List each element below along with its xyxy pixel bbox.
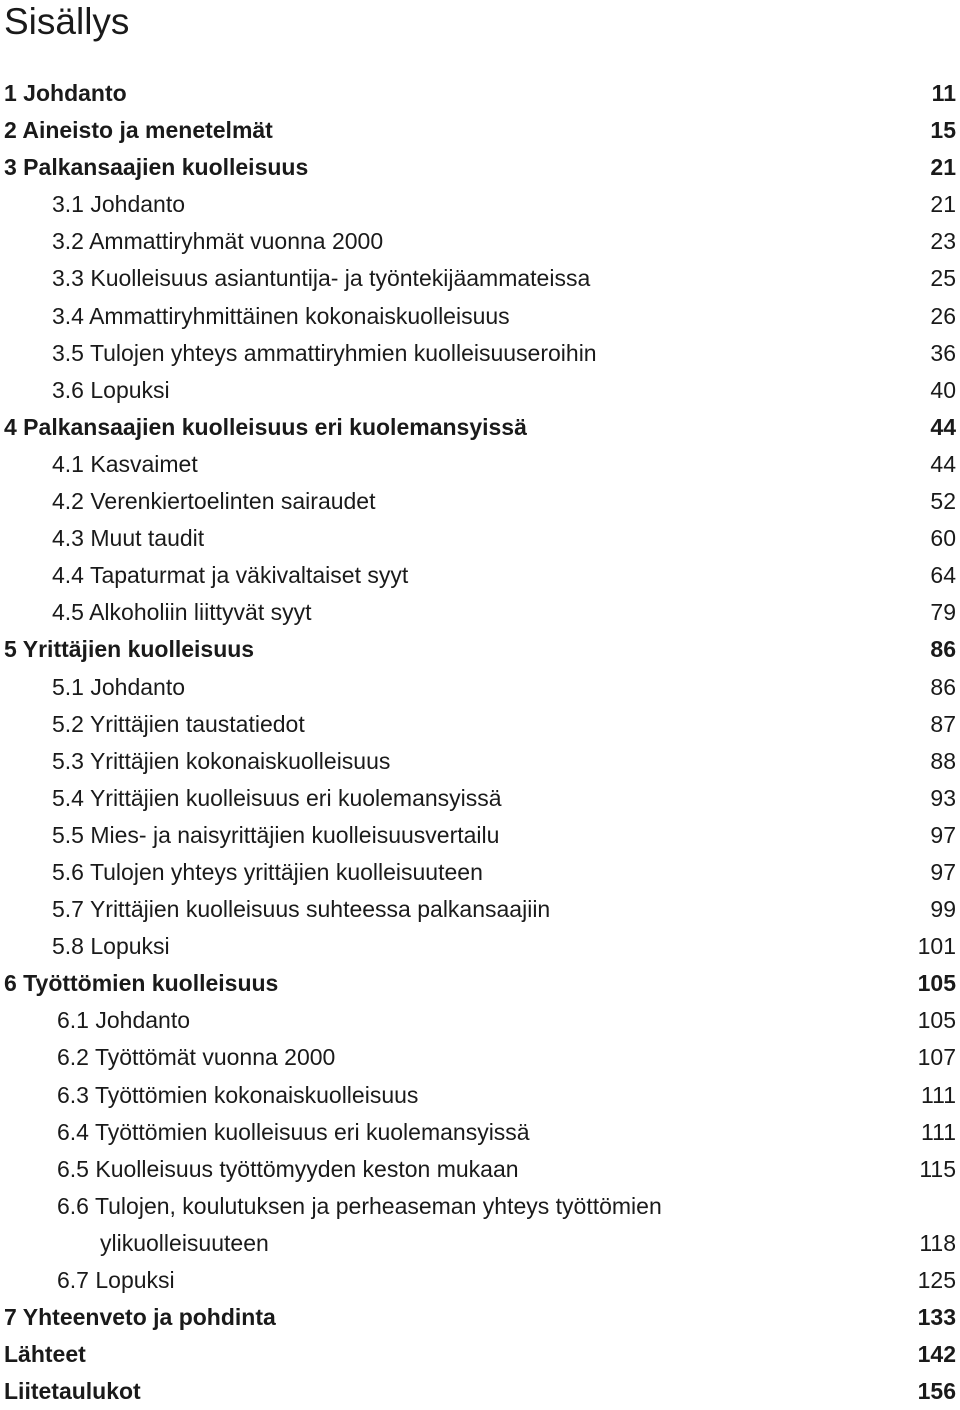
toc-entry-title: 5.4 Yrittäjien kuolleisuus eri kuolemansyissä [52, 784, 502, 811]
toc-entry-title: Liitetaulukot [4, 1378, 141, 1405]
toc-section-entry[interactable] [0, 1114, 960, 1151]
toc-entry-title: 4.5 Alkoholiin liittyvät syyt [52, 599, 312, 626]
toc-entry-page-number: 21 [930, 154, 956, 181]
toc-entry-title: 5.1 Johdanto [52, 673, 186, 700]
toc-chapter-entry[interactable] [0, 1336, 960, 1373]
toc-entry-page-number: 142 [917, 1341, 956, 1368]
toc-entry-title: Lähteet [4, 1341, 86, 1368]
toc-entry-page-number: 15 [930, 117, 956, 144]
toc-section-entry[interactable] [0, 1188, 960, 1225]
toc-section-entry[interactable] [0, 446, 960, 483]
toc-entry-title: 3.5 Tulojen yhteys ammattiryhmien kuolleisuuseroihin [52, 339, 597, 366]
toc-section-entry[interactable] [0, 706, 960, 743]
toc-chapter-entry[interactable] [0, 1373, 960, 1410]
toc-entry-title: 5.6 Tulojen yhteys yrittäjien kuolleisuuteen [52, 858, 483, 885]
toc-entry-title: 6.3 Työttömien kokonaiskuolleisuus [57, 1081, 419, 1108]
toc-section-entry[interactable] [0, 1225, 960, 1262]
toc-entry-page-number: 115 [919, 1155, 956, 1182]
toc-entry-page-number: 52 [930, 488, 956, 515]
toc-entry-title: 1 Johdanto [4, 80, 127, 106]
toc-section-entry[interactable] [0, 891, 960, 928]
toc-section-entry[interactable] [0, 483, 960, 520]
toc-section-entry[interactable] [0, 669, 960, 706]
toc-section-entry[interactable] [0, 223, 960, 260]
toc-entry-title: 5.8 Lopuksi [52, 933, 170, 960]
toc-section-entry[interactable] [0, 372, 960, 409]
toc-entry-title: 4.2 Verenkiertoelinten sairaudet [52, 488, 376, 515]
toc-section-entry[interactable] [0, 743, 960, 780]
toc-section-entry[interactable] [0, 1039, 960, 1076]
toc-section-entry[interactable] [0, 1262, 960, 1299]
toc-entry-page-number: 44 [930, 413, 956, 440]
toc-entry-page-number: 88 [930, 747, 956, 774]
toc-entry-title: 3 Palkansaajien kuolleisuus [4, 154, 309, 181]
toc-entry-page-number: 11 [931, 80, 956, 106]
toc-section-entry[interactable] [0, 186, 960, 223]
toc-chapter-entry[interactable] [0, 965, 960, 1002]
toc-section-entry[interactable] [0, 1151, 960, 1188]
toc-entry-title: 5 Yrittäjien kuolleisuus [4, 636, 255, 663]
toc-entry-page-number: 60 [930, 525, 956, 552]
toc-entry-page-number: 86 [930, 636, 956, 663]
toc-entry-title: 2 Aineisto ja menetelmät [4, 117, 273, 144]
toc-entry-title: 3.4 Ammattiryhmittäinen kokonaiskuolleisuus [52, 302, 510, 329]
toc-entry-title: 6.4 Työttömien kuolleisuus eri kuolemansyissä [57, 1118, 530, 1145]
toc-entry-page-number: 101 [917, 933, 956, 960]
toc-section-entry[interactable] [0, 335, 960, 372]
toc-entry-title: 4.4 Tapaturmat ja väkivaltaiset syyt [52, 562, 409, 589]
toc-entry-page-number: 21 [930, 191, 956, 218]
toc-entry-title: 5.3 Yrittäjien kokonaiskuolleisuus [52, 747, 391, 774]
toc-entry-title: 6.7 Lopuksi [57, 1267, 175, 1293]
toc-entry-page-number: 105 [917, 970, 956, 997]
toc-entry-title: 5.2 Yrittäjien taustatiedot [52, 710, 305, 737]
toc-entry-title: 7 Yhteenveto ja pohdinta [4, 1304, 276, 1331]
toc-entry-title: 6.6 Tulojen, koulutuksen ja perheaseman yhteys työttömien [57, 1192, 662, 1219]
toc-entry-page-number: 44 [930, 450, 956, 477]
table-of-contents [0, 75, 960, 1410]
toc-entry-title: 6 Työttömien kuolleisuus [4, 970, 279, 997]
toc-section-entry[interactable] [0, 520, 960, 557]
toc-entry-page-number: 86 [930, 673, 956, 700]
toc-entry-title: 5.5 Mies- ja naisyrittäjien kuolleisuusvertailu [52, 821, 500, 848]
toc-entry-title: 3.3 Kuolleisuus asiantuntija- ja työntekijäammateissa [52, 265, 591, 292]
toc-entry-page-number: 133 [917, 1304, 956, 1331]
toc-section-entry[interactable] [0, 780, 960, 817]
toc-entry-page-number: 156 [917, 1378, 956, 1405]
toc-entry-page-number: 125 [917, 1267, 956, 1293]
toc-entry-page-number: 111 [921, 1118, 956, 1145]
toc-section-entry[interactable] [0, 928, 960, 965]
toc-entry-page-number: 97 [930, 858, 956, 885]
toc-chapter-entry[interactable] [0, 75, 960, 112]
toc-entry-page-number: 64 [930, 562, 956, 589]
toc-entry-page-number: 23 [930, 228, 956, 255]
toc-entry-title: 3.1 Johdanto [52, 191, 186, 218]
toc-entry-title: 3.2 Ammattiryhmät vuonna 2000 [52, 228, 384, 255]
toc-entry-page-number: 25 [930, 265, 956, 292]
toc-entry-title: 6.1 Johdanto [57, 1007, 191, 1034]
toc-section-entry[interactable] [0, 298, 960, 335]
toc-chapter-entry[interactable] [0, 149, 960, 186]
toc-entry-title: 4.1 Kasvaimet [52, 450, 198, 477]
toc-entry-page-number: 105 [917, 1007, 956, 1034]
toc-entry-title: ylikuolleisuuteen [100, 1229, 269, 1256]
toc-section-entry[interactable] [0, 557, 960, 594]
toc-entry-page-number: 111 [921, 1081, 956, 1108]
toc-entry-page-number: 87 [930, 710, 956, 737]
toc-entry-page-number: 26 [930, 302, 956, 329]
toc-chapter-entry[interactable] [0, 631, 960, 668]
toc-entry-title: 3.6 Lopuksi [52, 376, 170, 403]
toc-entry-page-number: 99 [930, 896, 956, 923]
toc-section-entry[interactable] [0, 1077, 960, 1114]
toc-entry-page-number: 79 [930, 599, 956, 626]
toc-section-entry[interactable] [0, 594, 960, 631]
toc-section-entry[interactable] [0, 817, 960, 854]
toc-chapter-entry[interactable] [0, 1299, 960, 1336]
toc-entry-title: 5.7 Yrittäjien kuolleisuus suhteessa palkansaajiin [52, 896, 551, 923]
toc-entry-page-number: 97 [930, 821, 956, 848]
toc-entry-page-number: 40 [930, 376, 956, 403]
toc-entry-title: 4.3 Muut taudit [52, 525, 205, 552]
toc-entry-page-number: 36 [930, 339, 956, 366]
page-title: Sisällys [4, 1, 130, 42]
toc-entry-page-number: 118 [919, 1229, 956, 1256]
toc-entry-title: 6.5 Kuolleisuus työttömyyden keston mukaan [57, 1155, 519, 1182]
toc-entry-title: 4 Palkansaajien kuolleisuus eri kuolemansyissä [4, 413, 527, 440]
toc-entry-page-number: 93 [930, 784, 956, 811]
toc-entry-title: 6.2 Työttömät vuonna 2000 [57, 1044, 336, 1071]
toc-entry-page-number: 107 [917, 1044, 956, 1071]
toc-chapter-entry[interactable] [0, 409, 960, 446]
toc-section-entry[interactable] [0, 854, 960, 891]
toc-section-entry[interactable] [0, 260, 960, 297]
toc-section-entry[interactable] [0, 1002, 960, 1039]
toc-chapter-entry[interactable] [0, 112, 960, 149]
